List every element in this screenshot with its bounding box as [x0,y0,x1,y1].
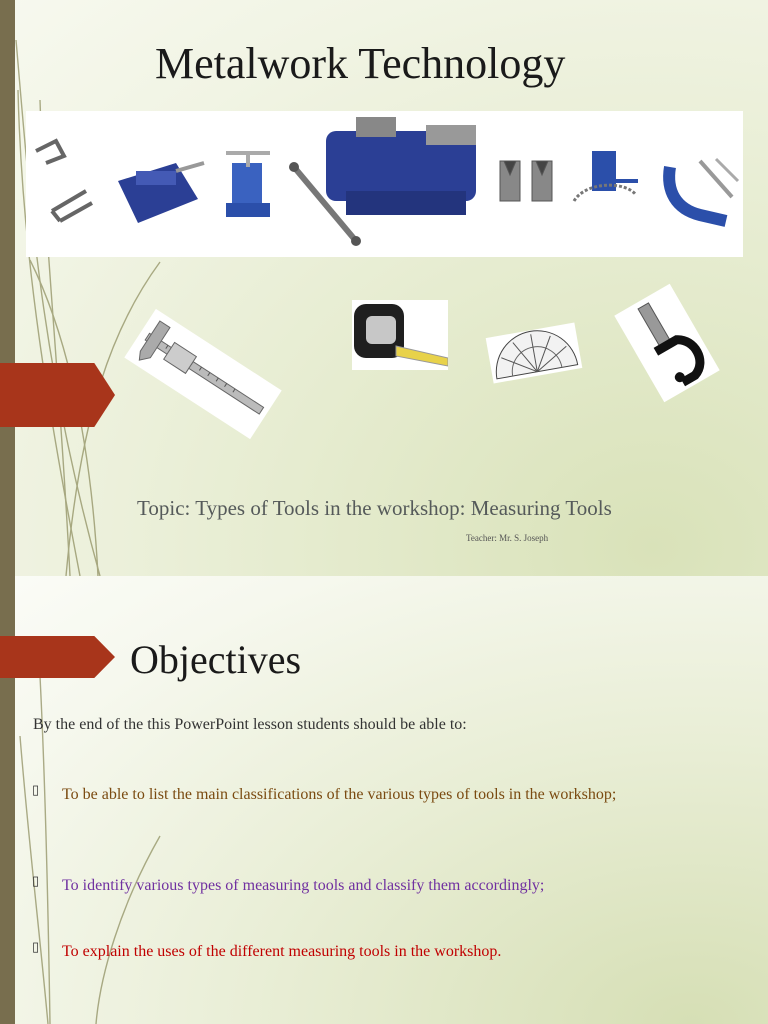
protractor-image [486,323,583,384]
micrometer-image [614,284,719,403]
decorative-grass-lines [0,0,180,576]
objective-item-2: To identify various types of measuring tools and classify them accordingly; [62,877,545,894]
bullet-glyph: ▯ [32,782,40,797]
teacher-name: Teacher: Mr. S. Joseph [466,533,549,543]
workshop-tools-image-strip [26,111,743,257]
objectives-intro: By the end of the this PowerPoint lesson students should be able to: [33,716,467,733]
objective-item-3: To explain the uses of the different measuring tools in the workshop. [62,943,502,960]
bullet-glyph: ▯ [32,939,40,954]
vises-and-clamps-illustration [26,111,743,257]
topic-subtitle: Topic: Types of Tools in the workshop: Measuring Tools [137,496,612,520]
slide-title: Metalwork Technology [155,39,566,88]
objectives-slide [0,576,768,1024]
bullet-glyph: ▯ [32,873,40,888]
section-arrow [0,363,115,427]
protractor-illustration [486,323,583,384]
tape-measure-image [352,300,448,370]
micrometer-illustration [614,284,719,403]
tape-measure-illustration [352,300,448,370]
section-arrow [0,636,115,678]
objective-item-1: To be able to list the main classifications of the various types of tools in the workshop; [62,786,617,803]
objectives-title: Objectives [130,637,302,682]
